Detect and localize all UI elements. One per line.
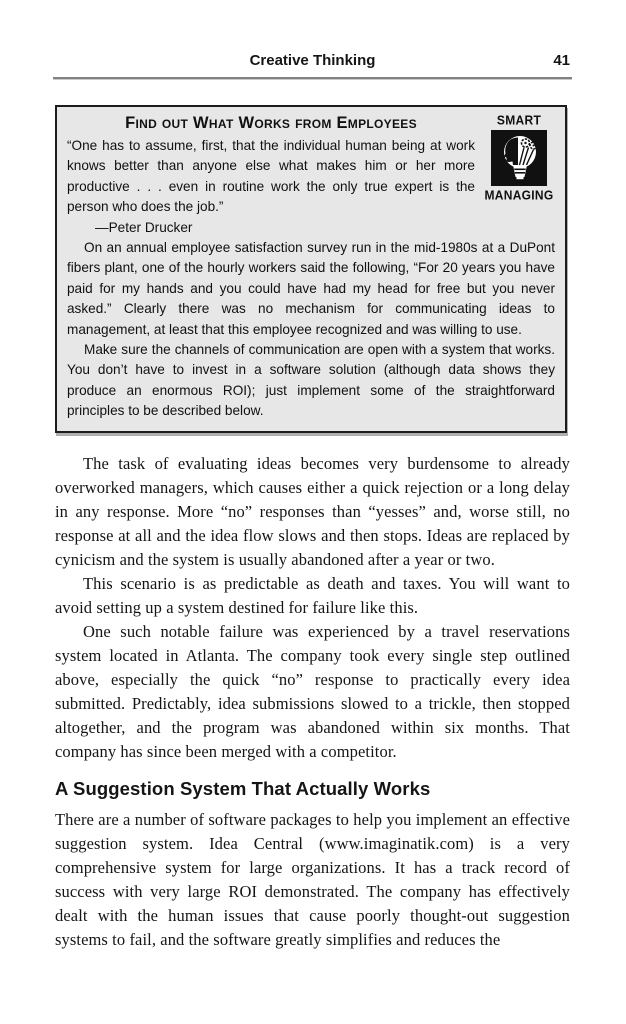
smart-managing-sidebar-box <box>55 105 567 433</box>
sidebar-paragraph-survey: On an annual employee satisfaction survey run in the mid-1980s at a DuPont fibers plant, one of the hourly workers said the following, “For 20 years you have paid for my hands and you could have had my head for free but you never asked.” Clearly there was no mechanism for communicating ideas to management, at least that this employee recognized and was willing to use. <box>67 240 555 337</box>
running-head <box>55 52 570 74</box>
paragraph-death-and-taxes: This scenario is as predictable as death and taxes. You will want to avoid setting up a system destined for failure like this. <box>55 573 570 617</box>
paragraph-evaluating-ideas: The task of evaluating ideas becomes very burdensome to already overworked managers, which causes either a quick rejection or a long delay in any response. More “no” responses than “yesses” and, worse still, no response at all and the idea flow slows and then stops. Ideas are replaced by cynicism and the system is usually abandoned after a year or two. <box>55 453 570 569</box>
section-heading: A Suggestion System That Actually Works <box>55 777 431 799</box>
paragraph-travel-reservations: One such notable failure was experienced by a travel reservations system located in Atlanta. The company took every single step outlined above, especially the quick “no” response to practically every idea submitted. Predictably, idea submissions slowed to a trickle, then stopped altogether, and the program was abandoned within six months. That company has since been merged with a competitor. <box>55 621 570 761</box>
sidebar-paragraph-channels: Make sure the channels of communication are open with a system that works. You don’t have to invest in a software solution (although data shows they produce an enormous ROI); just implement some of the straightforward principles to be described below. <box>67 342 555 419</box>
drucker-quote: “One has to assume, first, that the individual human being at work knows better than anyone else what makes him or her more productive . . . even in routine work the only true expert is the person who does the job.” <box>67 138 475 215</box>
smart-managing-badge <box>483 113 555 203</box>
page-number: 41 <box>553 52 570 69</box>
quote-attribution: —Peter Drucker <box>95 219 193 235</box>
managing-label: MANAGING <box>484 187 554 203</box>
page-title: Creative Thinking <box>249 52 376 69</box>
sidebar-box-title: Find out What Works from Employees <box>125 114 417 132</box>
body-text <box>55 452 570 952</box>
paragraph-software-packages: There are a number of software packages to help you implement an effective suggestion system. Idea Central (www.imaginatik.com) is a very comprehensive system for large organizations. It has a track record of success with very large ROI demonstrated. The company has effectively dealt with the human issues that cause poorly thought-out suggestion systems to fail, and the software greatly simplifies and reduces the <box>55 809 570 949</box>
header-rule <box>53 77 572 80</box>
lightbulb-head-icon <box>491 130 547 186</box>
smart-label: SMART <box>496 112 542 128</box>
